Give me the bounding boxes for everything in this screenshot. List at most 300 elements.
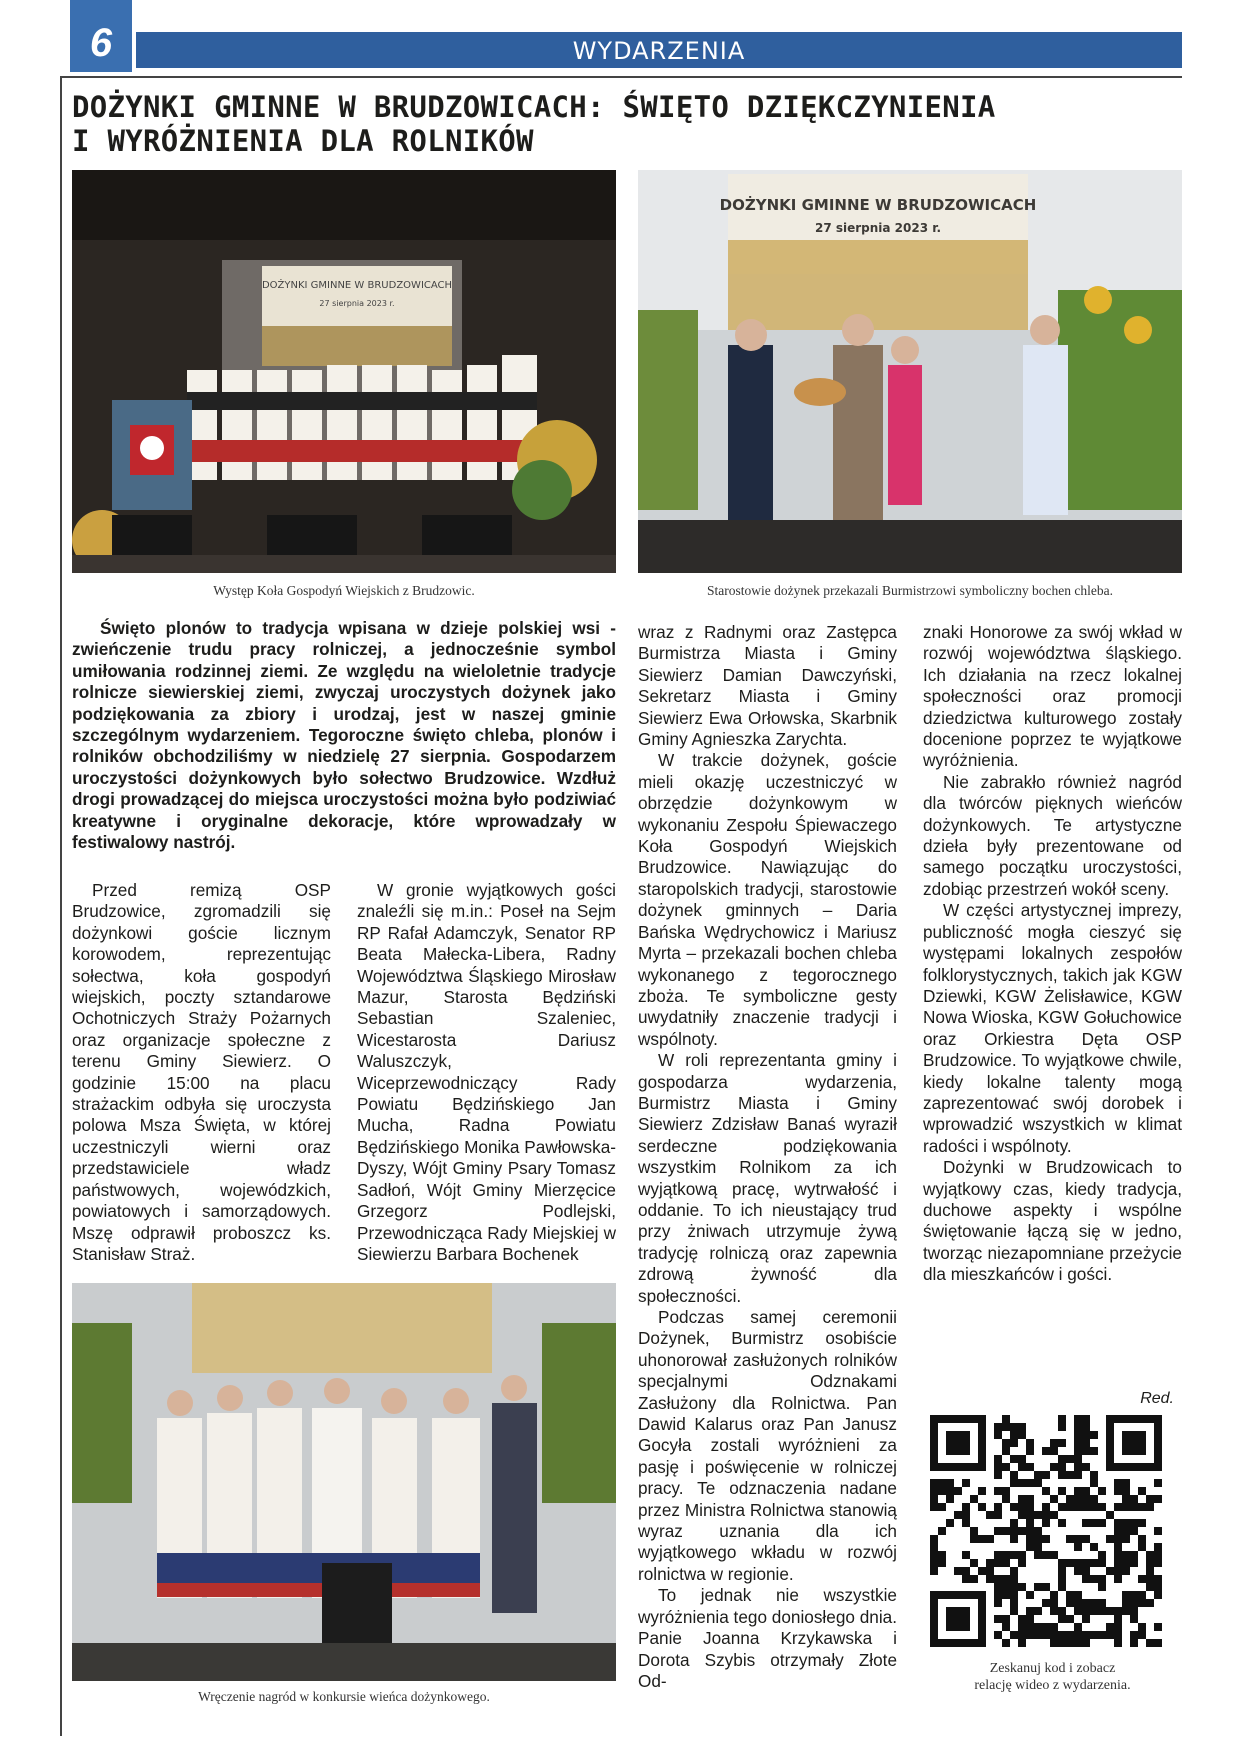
qr-module	[1010, 1567, 1018, 1575]
col3-paragraph-3: W roli reprezentanta gminy i gospodarza wydarzenia, Burmistrz Miasta i Gminy Siewierz Zdzisław Banaś wyraził serdeczne podziękowania wszystkim Rolnikom za ich wyjątkową pracę, wytrwałość i oddanie. To ich nieustający trud przy żniwach utrzymuje żywą tradycję rolniczą oraz zapewnia zdrową żywność dla społeczności.	[638, 1050, 897, 1306]
qr-module	[1106, 1511, 1114, 1519]
qr-module	[1018, 1639, 1026, 1647]
qr-module	[1018, 1423, 1026, 1431]
qr-module	[938, 1503, 946, 1511]
qr-module	[1002, 1495, 1010, 1503]
qr-module	[1002, 1487, 1010, 1495]
qr-module	[1058, 1487, 1066, 1495]
qr-module	[1058, 1423, 1066, 1431]
qr-module	[1082, 1503, 1090, 1511]
qr-module	[930, 1543, 938, 1551]
qr-module	[1042, 1511, 1050, 1519]
qr-module	[1002, 1447, 1010, 1455]
qr-module	[930, 1487, 938, 1495]
qr-module	[1050, 1623, 1058, 1631]
qr-module	[1122, 1519, 1130, 1527]
qr-module	[1106, 1535, 1114, 1543]
qr-module	[1050, 1463, 1058, 1471]
qr-module	[1034, 1535, 1042, 1543]
qr-module	[1042, 1471, 1050, 1479]
qr-module	[1026, 1503, 1034, 1511]
qr-module	[1010, 1503, 1018, 1511]
qr-module	[1130, 1615, 1138, 1623]
qr-module	[1122, 1479, 1130, 1487]
qr-module	[1106, 1567, 1114, 1575]
qr-module	[994, 1575, 1002, 1583]
qr-module	[1066, 1535, 1074, 1543]
qr-module	[994, 1455, 1002, 1463]
qr-module	[1098, 1607, 1106, 1615]
qr-module	[1042, 1631, 1050, 1639]
qr-module	[1050, 1591, 1058, 1599]
qr-module	[1026, 1439, 1034, 1447]
qr-module	[1034, 1607, 1042, 1615]
qr-module	[1106, 1631, 1114, 1639]
qr-module	[1042, 1535, 1050, 1543]
qr-module	[1066, 1471, 1074, 1479]
qr-module	[938, 1479, 946, 1487]
qr-module	[1074, 1471, 1082, 1479]
qr-module	[1114, 1639, 1122, 1647]
qr-module	[1026, 1543, 1034, 1551]
qr-module	[1146, 1583, 1154, 1591]
qr-module	[1034, 1471, 1042, 1479]
qr-module	[1002, 1415, 1010, 1423]
qr-module	[1018, 1431, 1026, 1439]
qr-module	[938, 1559, 946, 1567]
qr-module	[1074, 1455, 1082, 1463]
qr-module	[1034, 1527, 1042, 1535]
qr-module	[1114, 1631, 1122, 1639]
qr-module	[1146, 1551, 1154, 1559]
qr-module	[954, 1487, 962, 1495]
banner-text-1: DOŻYNKI GMINNE W BRUDZOWICACH	[261, 280, 453, 291]
qr-module	[986, 1567, 994, 1575]
qr-module	[1010, 1583, 1018, 1591]
qr-module	[1130, 1551, 1138, 1559]
qr-module	[970, 1559, 978, 1567]
qr-module	[1042, 1583, 1050, 1591]
qr-module	[1018, 1631, 1026, 1639]
qr-module	[1074, 1639, 1082, 1647]
qr-module	[1058, 1455, 1066, 1463]
qr-module	[986, 1535, 994, 1543]
qr-module	[1122, 1591, 1130, 1599]
qr-module	[1090, 1559, 1098, 1567]
qr-module	[986, 1559, 994, 1567]
qr-module	[1002, 1527, 1010, 1535]
qr-module	[1002, 1623, 1010, 1631]
qr-module	[1010, 1591, 1018, 1599]
qr-module	[1090, 1471, 1098, 1479]
qr-module	[1090, 1519, 1098, 1527]
lead-paragraph: Święto plonów to tradycja wpisana w dzieje polskiej wsi - zwieńczenie trudu pracy rolniczej, a jednocześnie symbol umiłowania rodzinnej ziemi. Ze względu na wieloletnie tradycje rolnicze siewierskiej ziemi, zwyczaj uroczystych dożynek jako podziękowania za zbiory i urodzaj, jest w naszej gminie szczególnym wydarzeniem. Tegoroczne święto chleba, plonów i rolników obchodziliśmy w niedzielę 27 sierpnia. Gospodarzem uroczystości dożynkowych było sołectwo Brudzowice. Wzdłuż drogi prowadzącej do miejsca uroczystości można było podziwiać kreatywne i oryginalne dekoracje, które wprowadzały w festiwalowy nastrój.	[72, 618, 616, 853]
qr-module	[1050, 1511, 1058, 1519]
qr-module	[1154, 1583, 1162, 1591]
qr-module	[1114, 1479, 1122, 1487]
qr-module	[1034, 1631, 1042, 1639]
qr-module	[994, 1583, 1002, 1591]
qr-module	[1050, 1551, 1058, 1559]
qr-module	[1154, 1591, 1162, 1599]
photo-3-caption: Wręczenie nagród w konkursie wieńca dożynkowego.	[198, 1689, 490, 1704]
qr-module	[994, 1471, 1002, 1479]
qr-module	[1146, 1567, 1154, 1575]
qr-module	[954, 1511, 962, 1519]
qr-code[interactable]	[930, 1415, 1162, 1647]
qr-finder-pattern	[946, 1431, 970, 1455]
qr-module	[1002, 1423, 1010, 1431]
qr-module	[1114, 1527, 1122, 1535]
qr-module	[954, 1567, 962, 1575]
qr-module	[1058, 1439, 1066, 1447]
qr-module	[1098, 1583, 1106, 1591]
qr-module	[1026, 1591, 1034, 1599]
qr-module	[1002, 1615, 1010, 1623]
page-number: 6	[70, 0, 132, 72]
qr-module	[1146, 1599, 1154, 1607]
qr-module	[1026, 1631, 1034, 1639]
qr-code-image[interactable]	[930, 1415, 1162, 1647]
qr-module	[1122, 1559, 1130, 1567]
qr-module	[1018, 1583, 1026, 1591]
qr-module	[994, 1599, 1002, 1607]
qr-module	[994, 1551, 1002, 1559]
qr-module	[994, 1631, 1002, 1639]
photo-choir-performance	[72, 170, 616, 573]
qr-module	[1034, 1543, 1042, 1551]
qr-module	[1130, 1503, 1138, 1511]
qr-module	[1010, 1631, 1018, 1639]
qr-module	[1106, 1607, 1114, 1615]
qr-module	[1034, 1479, 1042, 1487]
qr-caption	[923, 1660, 1182, 1694]
qr-module	[1114, 1623, 1122, 1631]
qr-module	[986, 1511, 994, 1519]
qr-module	[1074, 1439, 1082, 1447]
qr-module	[962, 1519, 970, 1527]
qr-module	[1010, 1575, 1018, 1583]
qr-module	[994, 1423, 1002, 1431]
qr-module	[1138, 1575, 1146, 1583]
qr-module	[994, 1615, 1002, 1623]
qr-module	[1154, 1575, 1162, 1583]
qr-module	[1074, 1487, 1082, 1495]
qr-module	[1066, 1631, 1074, 1639]
header-rule	[60, 76, 1182, 78]
qr-module	[1138, 1519, 1146, 1527]
column-3	[638, 622, 897, 1692]
qr-module	[946, 1479, 954, 1487]
qr-module	[1074, 1599, 1082, 1607]
qr-module	[1090, 1599, 1098, 1607]
qr-module	[1114, 1535, 1122, 1543]
qr-module	[962, 1503, 970, 1511]
qr-module	[1122, 1503, 1130, 1511]
qr-module	[946, 1519, 954, 1527]
qr-module	[1082, 1519, 1090, 1527]
qr-module	[1114, 1487, 1122, 1495]
qr-module	[962, 1567, 970, 1575]
qr-module	[1026, 1535, 1034, 1543]
qr-module	[1090, 1479, 1098, 1487]
qr-module	[1058, 1575, 1066, 1583]
qr-module	[1114, 1567, 1122, 1575]
qr-module	[1010, 1479, 1018, 1487]
headline-line-1: DOŻYNKI GMINNE W BRUDZOWICACH: ŚWIĘTO DZIĘKCZYNIENIA	[72, 90, 996, 124]
qr-module	[930, 1535, 938, 1543]
qr-module	[1018, 1527, 1026, 1535]
qr-module	[1050, 1639, 1058, 1647]
qr-module	[1122, 1599, 1130, 1607]
qr-module	[1058, 1567, 1066, 1575]
qr-module	[1034, 1583, 1042, 1591]
qr-module	[1026, 1463, 1034, 1471]
photo-bread-handover	[638, 170, 1182, 573]
qr-module	[1074, 1423, 1082, 1431]
qr-module	[1098, 1503, 1106, 1511]
qr-module	[1058, 1631, 1066, 1639]
qr-module	[1082, 1423, 1090, 1431]
qr-module	[1010, 1519, 1018, 1527]
qr-module	[1082, 1615, 1090, 1623]
qr-module	[1018, 1503, 1026, 1511]
qr-module	[1050, 1439, 1058, 1447]
qr-module	[994, 1463, 1002, 1471]
qr-module	[1074, 1623, 1082, 1631]
qr-module	[1026, 1527, 1034, 1535]
qr-module	[962, 1479, 970, 1487]
qr-module	[1090, 1495, 1098, 1503]
qr-module	[1018, 1479, 1026, 1487]
qr-module	[994, 1503, 1002, 1511]
qr-module	[1058, 1639, 1066, 1647]
qr-module	[962, 1575, 970, 1583]
qr-module	[1010, 1423, 1018, 1431]
qr-module	[1034, 1551, 1042, 1559]
qr-module	[1154, 1479, 1162, 1487]
qr-module	[1058, 1503, 1066, 1511]
qr-module	[1122, 1567, 1130, 1575]
qr-module	[1018, 1495, 1026, 1503]
qr-module	[1074, 1567, 1082, 1575]
qr-module	[1050, 1495, 1058, 1503]
qr-module	[970, 1527, 978, 1535]
qr-module	[1090, 1575, 1098, 1583]
qr-module	[1154, 1543, 1162, 1551]
qr-module	[1018, 1511, 1026, 1519]
qr-module	[1082, 1575, 1090, 1583]
article-headline	[72, 90, 1182, 158]
qr-module	[1114, 1607, 1122, 1615]
qr-module	[1074, 1495, 1082, 1503]
qr-module	[1074, 1447, 1082, 1455]
qr-module	[1090, 1607, 1098, 1615]
qr-module	[1082, 1607, 1090, 1615]
qr-module	[1066, 1559, 1074, 1567]
qr-module	[986, 1575, 994, 1583]
qr-module	[1154, 1551, 1162, 1559]
qr-module	[1066, 1591, 1074, 1599]
qr-module	[930, 1479, 938, 1487]
qr-module	[1042, 1623, 1050, 1631]
qr-module	[1138, 1599, 1146, 1607]
qr-module	[1130, 1599, 1138, 1607]
qr-module	[1074, 1607, 1082, 1615]
qr-module	[994, 1559, 1002, 1567]
qr-module	[1114, 1551, 1122, 1559]
col2-paragraph-1: W gronie wyjątkowych gości znaleźli się m.in.: Poseł na Sejm RP Rafał Adamczyk, Senator RP Beata Małecka-Libera, Radny Województwa Śląskiego Mirosław Mazur, Starosta Będziński Sebastian Szaleniec, Wicestarosta Dariusz Waluszczyk, Wiceprzewodniczący Rady Powiatu Będzińskiego Jan Mucha, Radna Powiatu Będzińskiego Monika Pawłowska-Dyszy, Wójt Gminy Psary Tomasz Sadłoń, Wójt Gminy Mierzęcice Grzegorz Podlejski, Przewodnicząca Rady Miejskiej w Siewierzu Barbara Bochenek	[357, 880, 616, 1264]
qr-module	[1114, 1615, 1122, 1623]
qr-module	[1010, 1455, 1018, 1463]
qr-module	[1050, 1607, 1058, 1615]
qr-module	[978, 1535, 986, 1543]
qr-module	[1082, 1495, 1090, 1503]
qr-module	[1058, 1463, 1066, 1471]
col4-paragraph-1: znaki Honorowe za swój wkład w rozwój województwa śląskiego. Ich działania na rzecz lokalnej społeczności oraz promocji dziedzictwa kulturowego zostały docenione poprzez te wyjątkowe wyróżnienia.	[923, 622, 1182, 771]
qr-module	[1018, 1551, 1026, 1559]
qr-module	[1010, 1471, 1018, 1479]
qr-module	[1130, 1519, 1138, 1527]
qr-module	[962, 1551, 970, 1559]
qr-module	[1066, 1503, 1074, 1511]
banner-text-3: DOŻYNKI GMINNE W BRUDZOWICACH	[719, 196, 1037, 214]
qr-module	[930, 1567, 938, 1575]
qr-module	[1130, 1527, 1138, 1535]
photo-wreath-award	[72, 1283, 616, 1681]
qr-module	[1018, 1455, 1026, 1463]
photo-award-image	[72, 1283, 616, 1681]
qr-caption-line-2: relację wideo z wydarzenia.	[974, 1678, 1131, 1693]
qr-module	[938, 1551, 946, 1559]
col3-paragraph-2: W trakcie dożynek, goście mieli okazję uczestniczyć w obrzędzie dożynkowym w wykonaniu Zespołu Śpiewaczego Koła Gospodyń Wiejskich Brudzowice. Nawiązując do staropolskich tradycji, starostowie dożynek gminnych – Daria Bańska Wędrychowicz i Mariusz Myrta – przekazali bochen chleba wykonanego z tegorocznego zboża. Te symboliczne gesty uwydatniły znaczenie tradycji i wspólnoty.	[638, 750, 897, 1049]
qr-module	[1082, 1535, 1090, 1543]
qr-module	[1066, 1455, 1074, 1463]
qr-module	[1114, 1503, 1122, 1511]
qr-module	[1002, 1559, 1010, 1567]
qr-module	[1026, 1479, 1034, 1487]
col3-paragraph-4: Podczas samej ceremonii Dożynek, Burmistrz osobiście uhonorował zasłużonych rolników specjalnymi Odznakami Zasłużony dla Rolnictwa. Pan Dawid Kalarus oraz Pan Janusz Gocyła zostali wyróżnieni za pasję i poświęcenie w rolniczej pracy. Te odznaczenia nadane przez Ministra Rolnictwa stanowią wyraz uznania dla ich wyjątkowego wkładu w rozwój rolnictwa w regionie.	[638, 1307, 897, 1584]
qr-module	[1026, 1495, 1034, 1503]
qr-module	[962, 1511, 970, 1519]
qr-module	[1138, 1535, 1146, 1543]
qr-module	[1082, 1415, 1090, 1423]
qr-module	[1138, 1623, 1146, 1631]
qr-module	[1082, 1463, 1090, 1471]
qr-module	[1082, 1439, 1090, 1447]
qr-module	[930, 1559, 938, 1567]
qr-module	[1074, 1503, 1082, 1511]
col3-paragraph-5: To jednak nie wszystkie wyróżnienia tego doniosłego dnia. Panie Joanna Krzykawska i Dorota Szybis otrzymały Złote Od-	[638, 1585, 897, 1691]
section-title: WYDARZENIA	[136, 32, 1182, 68]
qr-module	[970, 1495, 978, 1503]
qr-module	[1002, 1439, 1010, 1447]
article-lead	[72, 618, 616, 853]
qr-module	[1098, 1487, 1106, 1495]
qr-module	[1034, 1623, 1042, 1631]
qr-module	[1138, 1591, 1146, 1599]
qr-module	[1130, 1631, 1138, 1639]
qr-module	[1130, 1559, 1138, 1567]
qr-module	[1146, 1639, 1154, 1647]
qr-module	[1090, 1543, 1098, 1551]
photo-choir-image	[72, 170, 616, 573]
column-1	[72, 880, 331, 1265]
qr-module	[1090, 1503, 1098, 1511]
qr-module	[1130, 1495, 1138, 1503]
col4-paragraph-3: W części artystycznej imprezy, publiczność mogła cieszyć się występami lokalnych zespołów folklorystycznych, takich jak KGW Dziewki, KGW Żelisławice, KGW Nowa Wioska, KGW Gołuchowice oraz Orkiestra Dęta OSP Brudzowice. To wyjątkowe chwile, kiedy lokalne talenty mogą zaprezentować swój dorobek i wprowadzić wszystkich w klimat radości i wspólnoty.	[923, 900, 1182, 1156]
qr-module	[1010, 1439, 1018, 1447]
qr-module	[1066, 1615, 1074, 1623]
qr-module	[1082, 1487, 1090, 1495]
qr-module	[1090, 1431, 1098, 1439]
qr-module	[1154, 1639, 1162, 1647]
photo-2-caption: Starostowie dożynek przekazali Burmistrzowi symboliczny bochen chleba.	[706, 583, 1113, 598]
photo-1-caption: Występ Koła Gospodyń Wiejskich z Brudzowic.	[213, 583, 475, 598]
col4-paragraph-2: Nie zabrakło również nagród dla twórców pięknych wieńców dożynkowych. Te artystyczne dzieła były prezentowane od samego początku uroczystości, zdobiąc przestrzeń wokół sceny.	[923, 771, 1182, 899]
qr-module	[1010, 1607, 1018, 1615]
qr-module	[1010, 1551, 1018, 1559]
col3-paragraph-1: wraz z Radnymi oraz Zastępca Burmistrza Miasta i Gminy Siewierz Damian Dawczyński, Sekretarz Miasta i Gminy Siewierz Ewa Orłowska, Skarbnik Gminy Agnieszka Zarychta.	[638, 622, 897, 750]
qr-module	[1026, 1511, 1034, 1519]
qr-module	[1114, 1519, 1122, 1527]
qr-module	[1098, 1519, 1106, 1527]
col1-paragraph-1: Przed remizą OSP Brudzowice, zgromadzili się dożynkowi goście licznym korowodem, reprezentując sołectwa, koła gospodyń wiejskich, poczty sztandarowe Ochotniczych Straży Pożarnych oraz organizacje społeczne z terenu Gminy Siewierz. O godzinie 15:00 na placu strażackim odbyła się uroczysta polowa Msza Święta, w której uczestniczyli wierni oraz przedstawiciele władz państwowych, wojewódzkich, powiatowych i samorządowych. Mszę odprawił proboszcz ks. Stanisław Straż.	[72, 880, 331, 1264]
qr-module	[1042, 1551, 1050, 1559]
qr-module	[994, 1487, 1002, 1495]
qr-module	[1114, 1575, 1122, 1583]
qr-module	[1018, 1615, 1026, 1623]
qr-finder-pattern	[946, 1607, 970, 1631]
photo-bread-image	[638, 170, 1182, 573]
qr-module	[1154, 1495, 1162, 1503]
qr-module	[1122, 1535, 1130, 1543]
qr-module	[1098, 1575, 1106, 1583]
qr-module	[1138, 1631, 1146, 1639]
qr-module	[1002, 1575, 1010, 1583]
qr-module	[1090, 1447, 1098, 1455]
qr-module	[1098, 1559, 1106, 1567]
qr-caption-line-1: Zeskanuj kod i zobacz	[989, 1661, 1116, 1676]
qr-module	[1154, 1623, 1162, 1631]
banner-text-2: 27 sierpnia 2023 r.	[319, 299, 395, 308]
qr-module	[1098, 1551, 1106, 1559]
qr-module	[1074, 1415, 1082, 1423]
qr-module	[1010, 1535, 1018, 1543]
qr-module	[1082, 1431, 1090, 1439]
qr-module	[1058, 1471, 1066, 1479]
qr-module	[1130, 1639, 1138, 1647]
qr-module	[1050, 1447, 1058, 1455]
qr-module	[1074, 1431, 1082, 1439]
qr-module	[930, 1495, 938, 1503]
qr-module	[1050, 1599, 1058, 1607]
qr-module	[930, 1503, 938, 1511]
left-rule	[60, 76, 62, 1736]
qr-module	[1082, 1599, 1090, 1607]
qr-module	[1082, 1631, 1090, 1639]
qr-module	[1066, 1495, 1074, 1503]
qr-module	[1138, 1487, 1146, 1495]
qr-module	[1146, 1575, 1154, 1583]
qr-module	[1034, 1511, 1042, 1519]
qr-module	[1090, 1631, 1098, 1639]
qr-module	[1002, 1591, 1010, 1599]
qr-module	[1074, 1463, 1082, 1471]
qr-module	[1098, 1599, 1106, 1607]
qr-module	[1122, 1487, 1130, 1495]
qr-module	[1146, 1495, 1154, 1503]
